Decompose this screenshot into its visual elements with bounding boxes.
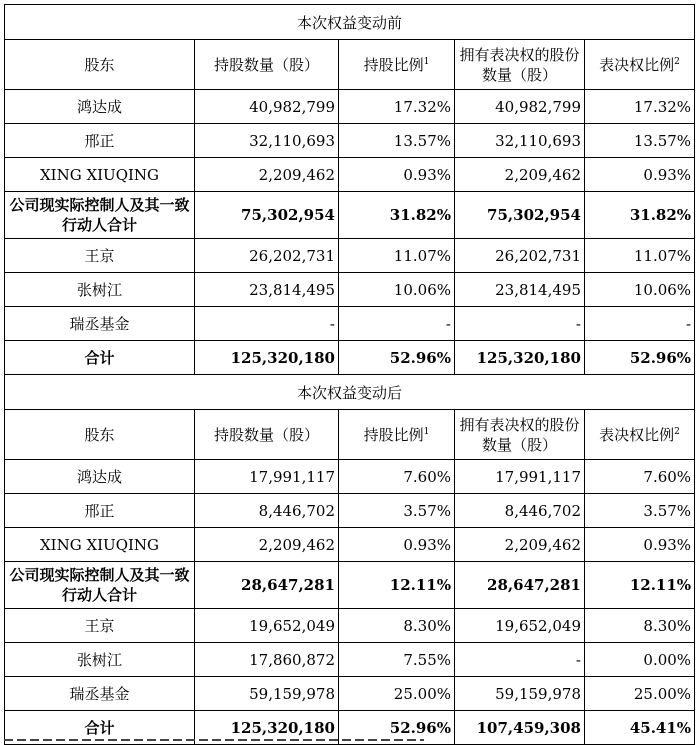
ratio-cell: 3.57% — [339, 494, 455, 528]
voting-shares-cell: 26,202,731 — [455, 239, 585, 273]
ratio-cell: 52.96% — [339, 711, 455, 745]
shares-cell: 8,446,702 — [195, 494, 339, 528]
ratio-cell: 7.60% — [339, 460, 455, 494]
table-row — [5, 643, 695, 677]
header-voting-shares: 拥有表决权的股份数量（股） — [455, 40, 585, 90]
shareholder-name: 张树江 — [5, 273, 195, 307]
shareholder-name: 邢正 — [5, 494, 195, 528]
shareholder-name: 瑞丞基金 — [5, 307, 195, 341]
header-voting-shares: 拥有表决权的股份数量（股） — [455, 410, 585, 460]
shareholder-name: 鸿达成 — [5, 460, 195, 494]
voting-ratio-cell: 7.60% — [585, 460, 695, 494]
cut-off-footnote-line — [4, 732, 424, 742]
footnote-1: 1 — [423, 57, 430, 67]
ratio-cell: 25.00% — [339, 677, 455, 711]
header-row — [5, 410, 695, 460]
subtotal-row — [5, 192, 695, 239]
shares-cell: 26,202,731 — [195, 239, 339, 273]
header-voting-ratio: 表决权比例$^2$ — [585, 410, 695, 460]
subtotal-row — [5, 562, 695, 609]
header-voting-ratio: 表决权比例$^2$ — [585, 40, 695, 90]
footnote-2: 2 — [674, 427, 680, 437]
table-row — [5, 609, 695, 643]
shares-cell: 125,320,180 — [195, 711, 339, 745]
voting-shares-cell: 23,814,495 — [455, 273, 585, 307]
voting-ratio-cell: 17.32% — [585, 90, 695, 124]
ratio-cell: 8.30% — [339, 609, 455, 643]
ratio-cell: 31.82% — [339, 192, 455, 239]
section-title: 本次权益变动后 — [5, 375, 695, 410]
section-title-row — [5, 375, 695, 410]
voting-shares-cell: 40,982,799 — [455, 90, 585, 124]
shareholder-name: 王京 — [5, 609, 195, 643]
voting-shares-cell: 59,159,978 — [455, 677, 585, 711]
table-row — [5, 494, 695, 528]
header-shares: 持股数量（股） — [195, 40, 339, 90]
ratio-cell: 10.06% — [339, 273, 455, 307]
ratio-cell: 0.93% — [339, 528, 455, 562]
table-row — [5, 124, 695, 158]
header-ratio: 持股比例$^1$ — [339, 410, 455, 460]
table-row — [5, 273, 695, 307]
header-shareholder: 股东 — [5, 40, 195, 90]
ratio-cell: 13.57% — [339, 124, 455, 158]
table-row — [5, 677, 695, 711]
voting-ratio-cell: 12.11% — [585, 562, 695, 609]
shares-cell: 19,652,049 — [195, 609, 339, 643]
shareholder-name: 鸿达成 — [5, 90, 195, 124]
shares-cell: 59,159,978 — [195, 677, 339, 711]
section-title-row — [5, 5, 695, 40]
voting-shares-cell: 8,446,702 — [455, 494, 585, 528]
voting-shares-cell: 28,647,281 — [455, 562, 585, 609]
voting-ratio-cell: 8.30% — [585, 609, 695, 643]
shares-cell: - — [195, 307, 339, 341]
shareholder-name: 公司现实际控制人及其一致行动人合计 — [5, 562, 195, 609]
voting-shares-cell: 125,320,180 — [455, 341, 585, 375]
header-row — [5, 40, 695, 90]
section-title: 本次权益变动前 — [5, 5, 695, 40]
shareholder-name: 合计 — [5, 711, 195, 745]
header-shareholder: 股东 — [5, 410, 195, 460]
header-shares: 持股数量（股） — [195, 410, 339, 460]
table-row — [5, 90, 695, 124]
voting-ratio-cell: 11.07% — [585, 239, 695, 273]
voting-ratio-cell: 0.93% — [585, 528, 695, 562]
shares-cell: 32,110,693 — [195, 124, 339, 158]
shareholder-name: 邢正 — [5, 124, 195, 158]
table-row — [5, 460, 695, 494]
voting-shares-cell: 2,209,462 — [455, 528, 585, 562]
table-row — [5, 158, 695, 192]
shares-cell: 2,209,462 — [195, 528, 339, 562]
voting-shares-cell: 107,459,308 — [455, 711, 585, 745]
ratio-cell: 52.96% — [339, 341, 455, 375]
ratio-cell: 12.11% — [339, 562, 455, 609]
voting-shares-cell: - — [455, 307, 585, 341]
voting-shares-cell: 2,209,462 — [455, 158, 585, 192]
voting-shares-cell: 75,302,954 — [455, 192, 585, 239]
ratio-cell: 11.07% — [339, 239, 455, 273]
total-row — [5, 341, 695, 375]
voting-shares-cell: 32,110,693 — [455, 124, 585, 158]
shareholder-name: 合计 — [5, 341, 195, 375]
voting-ratio-cell: 52.96% — [585, 341, 695, 375]
shareholder-name: 瑞丞基金 — [5, 677, 195, 711]
voting-shares-cell: 17,991,117 — [455, 460, 585, 494]
voting-ratio-cell: 31.82% — [585, 192, 695, 239]
footnote-1: 1 — [423, 427, 430, 437]
voting-ratio-cell: 3.57% — [585, 494, 695, 528]
voting-ratio-cell: 10.06% — [585, 273, 695, 307]
shares-cell: 2,209,462 — [195, 158, 339, 192]
ratio-cell: 7.55% — [339, 643, 455, 677]
table-row — [5, 307, 695, 341]
equity-change-table — [4, 4, 695, 745]
shares-cell: 23,814,495 — [195, 273, 339, 307]
shares-cell: 17,991,117 — [195, 460, 339, 494]
voting-ratio-cell: - — [585, 307, 695, 341]
shares-cell: 28,647,281 — [195, 562, 339, 609]
shares-cell: 40,982,799 — [195, 90, 339, 124]
shareholder-name: XING XIUQING — [5, 528, 195, 562]
voting-shares-cell: 19,652,049 — [455, 609, 585, 643]
shareholder-name: XING XIUQING — [5, 158, 195, 192]
voting-ratio-cell: 25.00% — [585, 677, 695, 711]
ratio-cell: 0.93% — [339, 158, 455, 192]
voting-ratio-cell: 45.41% — [585, 711, 695, 745]
voting-shares-cell: - — [455, 643, 585, 677]
shareholder-name: 王京 — [5, 239, 195, 273]
shares-cell: 125,320,180 — [195, 341, 339, 375]
shareholder-name: 张树江 — [5, 643, 195, 677]
voting-ratio-cell: 0.00% — [585, 643, 695, 677]
voting-ratio-cell: 13.57% — [585, 124, 695, 158]
shareholder-name: 公司现实际控制人及其一致行动人合计 — [5, 192, 195, 239]
table-row — [5, 528, 695, 562]
shares-cell: 17,860,872 — [195, 643, 339, 677]
ratio-cell: 17.32% — [339, 90, 455, 124]
header-ratio: 持股比例$^1$ — [339, 40, 455, 90]
table-row — [5, 239, 695, 273]
voting-ratio-cell: 0.93% — [585, 158, 695, 192]
shares-cell: 75,302,954 — [195, 192, 339, 239]
footnote-2: 2 — [674, 57, 680, 67]
ratio-cell: - — [339, 307, 455, 341]
